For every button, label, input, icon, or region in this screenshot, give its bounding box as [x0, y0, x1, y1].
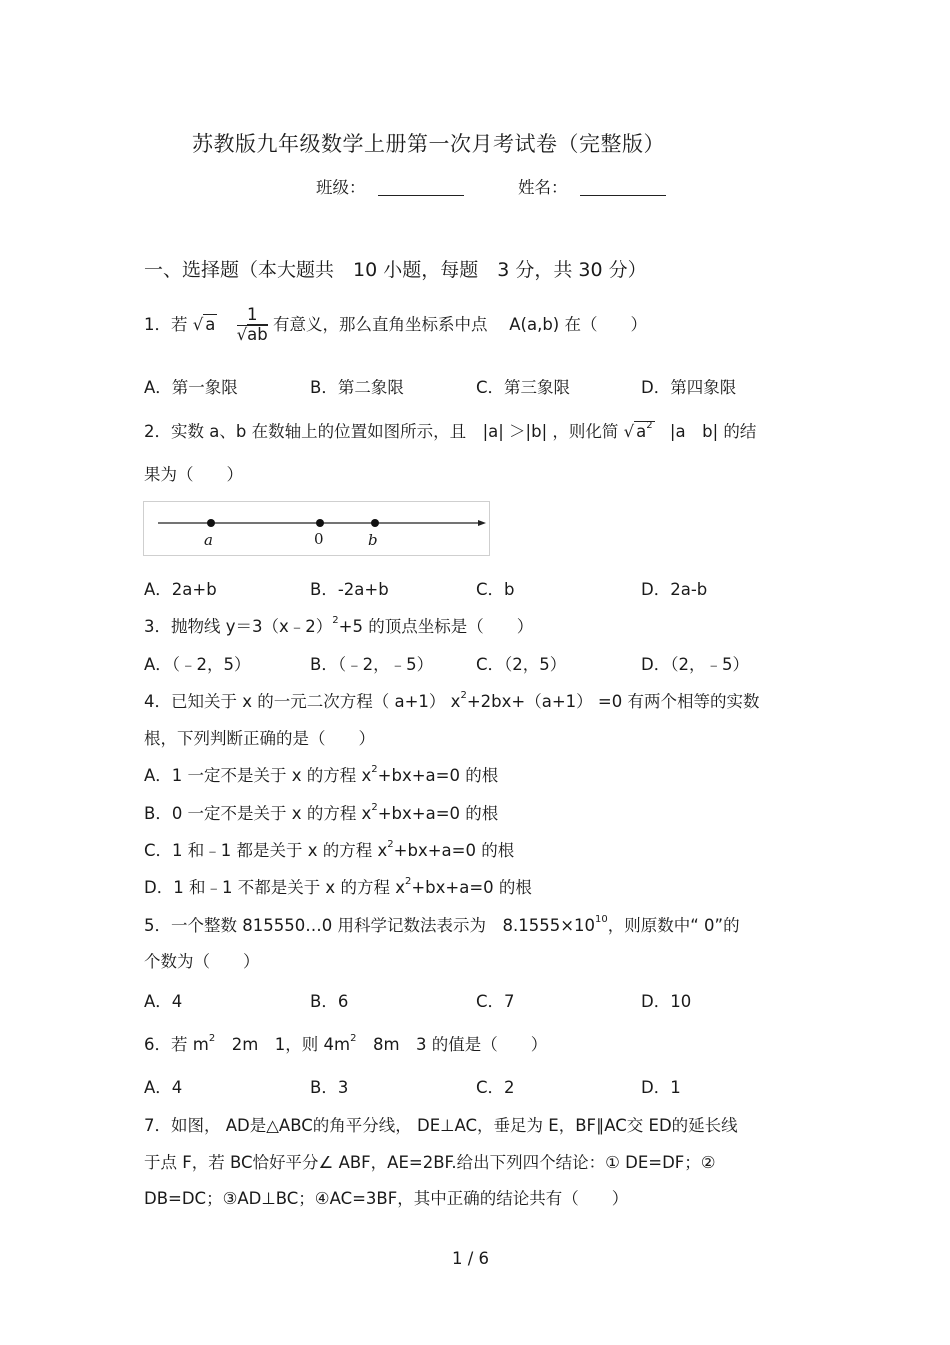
label-a: a [204, 531, 213, 549]
q4-option-d[interactable] [144, 874, 532, 898]
q2-option-d[interactable]: D．2a-b [641, 580, 708, 599]
q1-option-d[interactable]: D．第四象限 [641, 378, 737, 397]
question-2-line1 [144, 418, 756, 442]
q6-text-a: 6．若 m [144, 1035, 209, 1054]
q4-option-b[interactable] [144, 800, 498, 824]
q4a-text-b: +bx+a=0 的根 [377, 766, 499, 785]
question-4-line2: 根，下列判断正确的是（ ） [144, 729, 375, 748]
q3-option-b[interactable]: B．（﹣2，﹣5） [310, 655, 434, 674]
q6-sup-2: 2 [350, 1033, 357, 1044]
q4c-text-b: +bx+a=0 的根 [393, 841, 515, 860]
fraction [237, 306, 268, 345]
q3-option-a[interactable]: A．（﹣2，5） [144, 655, 251, 674]
q5-text-b: ，则原数中“ 0”的 [607, 916, 740, 935]
question-5-line1 [144, 912, 740, 936]
q4-sup: 2 [460, 690, 467, 701]
q6-text-b: 2m 1，则 4m [215, 1035, 351, 1054]
q2-option-c[interactable]: C．b [476, 580, 515, 599]
q3-sup: 2 [332, 615, 339, 626]
point-a [207, 519, 215, 527]
q1-suffix: 有意义，那么直角坐标系中点 A(a,b) 在（ ） [273, 314, 647, 334]
q2-option-a[interactable]: A．2a+b [144, 580, 217, 599]
frac-num: 1 [237, 306, 268, 326]
question-1 [144, 306, 647, 345]
q6-option-b[interactable]: B．3 [310, 1078, 349, 1097]
question-4-line1 [144, 688, 759, 712]
point-b [371, 519, 379, 527]
question-7-line1: 7．如图， AD是△ABC的角平分线， DE⊥AC，垂足为 E，BF∥AC交 ED的延长线 [144, 1116, 738, 1135]
label-b: b [368, 531, 378, 549]
question-2-line2: 果为（ ） [144, 465, 243, 484]
point-zero [316, 519, 324, 527]
q2-text-b: 的结 [723, 422, 757, 441]
q1-option-c[interactable]: C．第三象限 [476, 378, 571, 397]
class-blank[interactable] [378, 179, 464, 196]
page-title: 苏教版九年级数学上册第一次月考试卷（完整版） [192, 132, 665, 156]
q4a-text: A．1 一定不是关于 x 的方程 x [144, 766, 372, 785]
frac-den: √ab [236, 324, 268, 344]
q5-sup: 10 [595, 914, 608, 925]
q6-text-c: 8m 3 的值是（ ） [356, 1035, 548, 1054]
q4-option-a[interactable] [144, 762, 498, 786]
sqrt-a-content: a [205, 314, 216, 334]
q2-sqrt-var: a [636, 422, 647, 441]
sqrt-a: √ a [192, 314, 216, 334]
q6-option-d[interactable]: D．1 [641, 1078, 681, 1097]
question-3 [144, 613, 533, 637]
name-label: 姓名： [518, 178, 568, 197]
section-title: 一、选择题（本大题共 10 小题，每题 3 分，共 30 分） [144, 259, 647, 281]
q2-text-a: 2．实数 a、b 在数轴上的位置如图所示，且 |a| ＞|b| ，则化简 [144, 422, 619, 441]
q3-text-b: +5 的顶点坐标是（ ） [338, 617, 534, 636]
q6-option-a[interactable]: A．4 [144, 1078, 183, 1097]
q4c-text: C．1 和﹣1 都是关于 x 的方程 x [144, 841, 388, 860]
abs-expression: |a b| [669, 422, 719, 441]
q4a-sup: 2 [371, 764, 378, 775]
q6-sup-1: 2 [208, 1033, 216, 1044]
q1-option-b[interactable]: B．第二象限 [310, 378, 404, 397]
q3-option-c[interactable]: C．（2，5） [476, 655, 567, 674]
q5-text-a: 5．一个整数 815550…0 用科学记数法表示为 8.1555×10 [144, 916, 596, 935]
q6-option-c[interactable]: C．2 [476, 1078, 515, 1097]
class-field[interactable] [316, 174, 464, 198]
q5-option-d[interactable]: D．10 [641, 992, 692, 1011]
q2-option-b[interactable]: B．-2a+b [310, 580, 389, 599]
frac-den-content: ab [247, 324, 268, 344]
q2-sup: 2 [646, 420, 653, 431]
class-label: 班级： [316, 178, 366, 197]
number-line-figure [143, 501, 490, 556]
q4b-text: B．0 一定不是关于 x 的方程 x [144, 804, 372, 823]
q5-option-b[interactable]: B．6 [310, 992, 349, 1011]
question-7-line2: 于点 F，若 BC恰好平分∠ ABF，AE=2BF.给出下列四个结论：① DE=DF；② [144, 1153, 716, 1172]
q5-option-c[interactable]: C．7 [476, 992, 515, 1011]
q4-text-b: +2bx+（a+1） =0 有两个相等的实数 [466, 692, 760, 711]
abs-content: a b [675, 422, 713, 441]
question-7-line3: DB=DC；③AD⊥BC；④AC=3BF，其中正确的结论共有（ ） [144, 1189, 629, 1208]
q4c-sup: 2 [387, 839, 394, 850]
sqrt-a-squared: √ $a^2$ [623, 420, 653, 441]
q4-option-c[interactable] [144, 837, 514, 861]
q3-option-d[interactable]: D．（2，﹣5） [641, 655, 749, 674]
question-5-line2: 个数为（ ） [144, 952, 260, 971]
sqrt-content [634, 421, 655, 441]
label-zero: 0 [314, 530, 324, 548]
q4-text-a: 4．已知关于 x 的一元二次方程（ a+1） x [144, 692, 461, 711]
q1-prefix: 1．若 [144, 314, 188, 334]
q5-option-a[interactable]: A．4 [144, 992, 183, 1011]
question-6 [144, 1031, 547, 1055]
name-blank[interactable] [580, 179, 666, 196]
q4d-text-b: +bx+a=0 的根 [411, 878, 532, 897]
q4b-sup: 2 [371, 802, 378, 813]
q4b-text-b: +bx+a=0 的根 [377, 804, 499, 823]
page-number: 1 / 6 [452, 1249, 490, 1268]
q1-option-a[interactable]: A．第一象限 [144, 378, 238, 397]
name-field[interactable] [518, 174, 666, 198]
q4d-sup: 2 [404, 876, 412, 887]
q4d-text: D．1 和﹣1 不都是关于 x 的方程 x [144, 878, 405, 897]
q3-text-a: 3．抛物线 y＝3（x﹣2） [144, 617, 333, 636]
